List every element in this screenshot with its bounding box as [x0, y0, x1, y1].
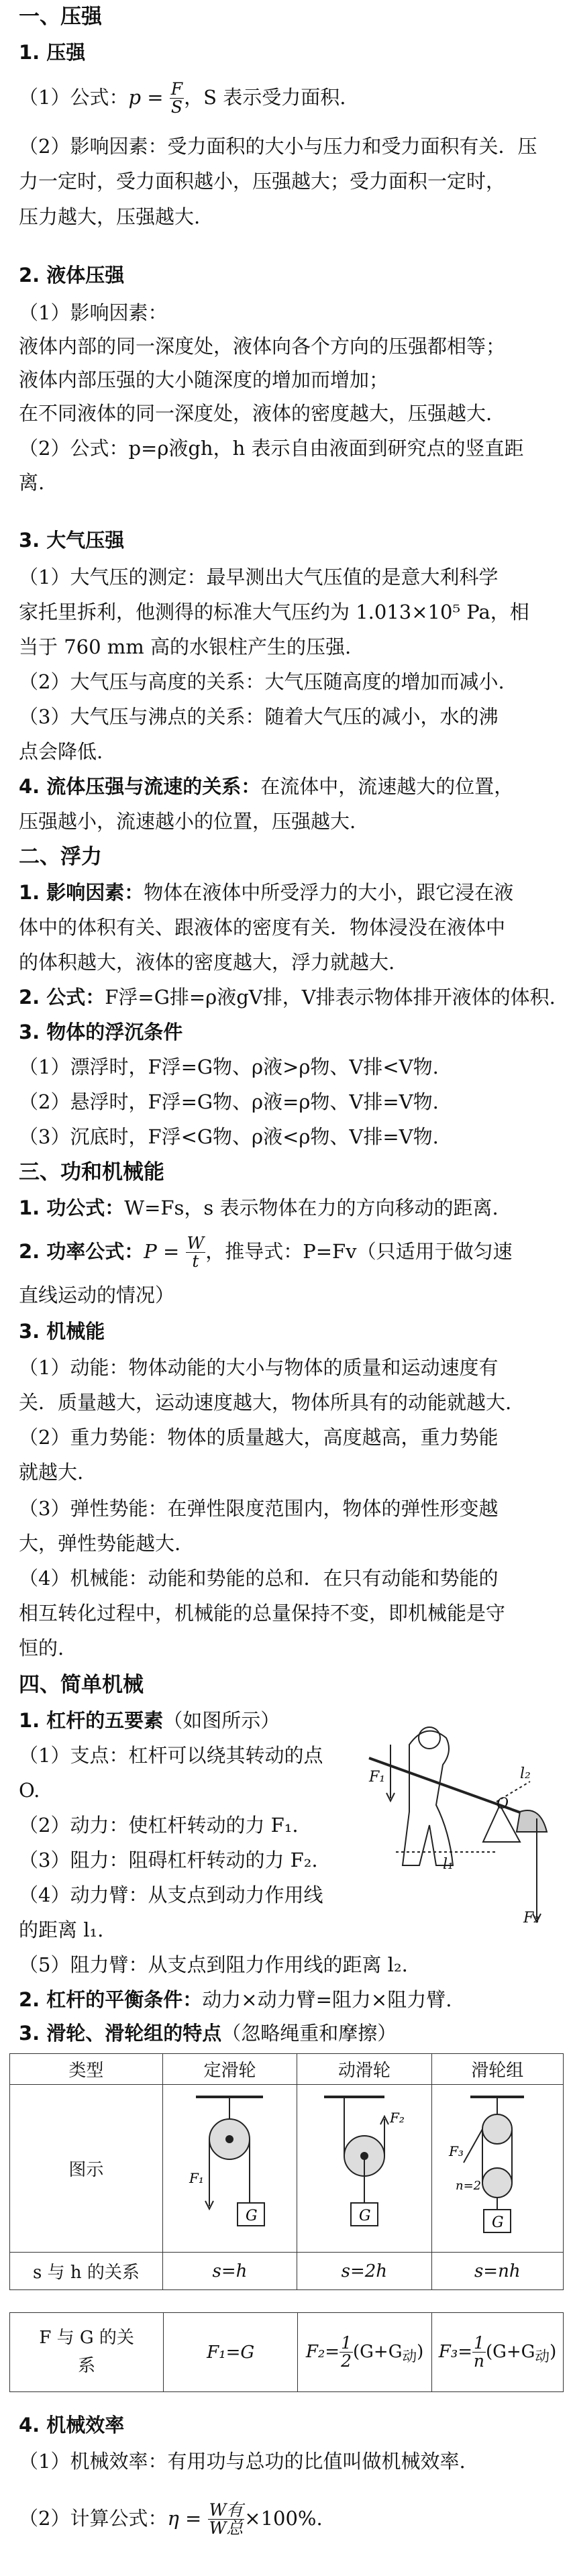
efficiency-formula-line — [19, 2502, 323, 2538]
text-line: 在不同液体的同一深度处，液体的密度越大，压强越大. — [19, 402, 492, 425]
var-eta: η = — [167, 2506, 202, 2530]
table-row — [10, 2085, 564, 2253]
text-line: （1）漂浮时，F浮=G物、ρ液>ρ物、V排<V物. — [19, 1055, 439, 1078]
header-fixed: 定滑轮 — [162, 2054, 297, 2085]
label-G: G — [492, 2214, 504, 2231]
rope — [464, 2129, 482, 2163]
label-G: G — [246, 2208, 258, 2224]
heading-mech-energy: 3. 机械能 — [19, 1320, 105, 1343]
text-line: 体中的体积有关、跟液体的密度有关．物体浸没在液体中 — [19, 916, 506, 939]
text-line: （3）沉底时，F浮<G物、ρ液<ρ物、V排=V物. — [19, 1125, 439, 1148]
text-line: （2）影响因素：受力面积的大小与压力和受力面积有关．压 — [19, 135, 537, 158]
power-formula-line — [19, 1235, 513, 1271]
section-title-buoyancy: 二、浮力 — [19, 845, 102, 869]
heading: 1. 杠杆的五要素 — [19, 1709, 164, 1732]
numerator: W — [187, 1233, 205, 1253]
text-line: （2）悬浮时，F浮=G物、ρ液=ρ物、V排=V物. — [19, 1090, 439, 1113]
text-line: 点会降低. — [19, 740, 103, 763]
text-line: 就越大. — [19, 1461, 84, 1484]
lever-illustration — [356, 1718, 557, 1933]
text-line: （1）动能：物体动能的大小与物体的质量和运动速度有 — [19, 1356, 499, 1379]
text-line: 关．质量越大，运动速度越大，物体所具有的动能就越大. — [19, 1391, 512, 1414]
section-title-machines: 四、简单机械 — [19, 1673, 144, 1697]
numerator: F — [170, 79, 183, 99]
text-line: 直线运动的情况） — [19, 1284, 175, 1306]
heading: 1. 影响因素： — [19, 881, 144, 904]
text-line: 液体内部的同一深度处，液体向各个方向的压强都相等； — [19, 335, 506, 358]
heading-float-sink: 3. 物体的浮沉条件 — [19, 1021, 183, 1043]
text-line: 大，弹性势能越大. — [19, 1532, 181, 1555]
numerator: 1 — [474, 2332, 484, 2353]
text: 在流体中，流速越大的位置， — [260, 775, 514, 798]
label-G: G — [358, 2208, 371, 2224]
section-title-work: 三、功和机械能 — [19, 1160, 164, 1184]
text: ，S 表示受力面积. — [184, 85, 346, 109]
table-row — [10, 2054, 564, 2085]
pulley-wheel-bottom — [482, 2168, 512, 2198]
var-p: p = — [128, 85, 164, 109]
text-line: 压强越小，流速越小的位置，压强越大. — [19, 810, 356, 833]
text: （1）公式： — [19, 85, 129, 109]
text-line — [19, 988, 556, 1007]
heading-liquid-pressure: 2. 液体压强 — [19, 264, 125, 287]
text-line: 压力越大，压强越大. — [19, 205, 201, 228]
text-line: 相互转化过程中，机械能的总量保持不变，即机械能是守 — [19, 1602, 506, 1625]
header-type: 类型 — [10, 2054, 163, 2085]
text: 物体在液体中所受浮力的大小，跟它浸在液 — [144, 881, 514, 904]
denominator: n — [473, 2351, 485, 2371]
text-line: 力一定时，受力面积越小，压强越大；受力面积一定时， — [19, 170, 506, 193]
denominator: 2 — [341, 2351, 352, 2371]
text-line: （3）大气压与沸点的关系：随着大气压的减小，水的沸 — [19, 705, 499, 728]
text-line: （2）公式：p=ρ液gh，h 表示自由液面到研究点的竖直距 — [19, 437, 524, 460]
denominator: S — [170, 97, 183, 117]
cell: s=2h — [297, 2253, 431, 2290]
fluid-line — [19, 777, 513, 796]
text-line: （2）大气压与高度的关系：大气压随高度的增加而减小. — [19, 670, 505, 693]
text: F₂= — [305, 2341, 340, 2362]
denominator: W总 — [209, 2518, 244, 2538]
pressure-formula-line — [19, 81, 346, 117]
text-line — [19, 1990, 452, 2010]
cell: s=nh — [431, 2253, 563, 2290]
row-label-fig: 图示 — [10, 2085, 163, 2253]
rock — [517, 1810, 547, 1832]
fraction-F-S — [170, 81, 184, 117]
text-line: 离. — [19, 471, 45, 494]
text-line: （1）支点：杠杆可以绕其转动的点 — [19, 1744, 323, 1767]
text-line: （3）阻力：阻碍杠杆转动的力 F₂. — [19, 1849, 318, 1871]
text-line: （1）大气压的测定：最早测出大气压值的是意大利科学 — [19, 566, 499, 588]
text: W=Fs，s 表示物体在力的方向移动的距离. — [124, 1196, 499, 1219]
label-F1: F₁ — [189, 2170, 205, 2186]
text: F₃= — [438, 2341, 473, 2362]
heading: 2. 杠杆的平衡条件： — [19, 1988, 203, 2011]
pulley-wheel-top — [482, 2114, 512, 2144]
table-row — [10, 2313, 564, 2392]
subscript: 动 — [535, 2348, 550, 2365]
text-line: 液体内部压强的大小随深度的增加而增加； — [19, 368, 389, 391]
text: （如图所示） — [163, 1709, 280, 1732]
fixed-pulley-cell — [162, 2085, 297, 2253]
label-n2: n=2 — [456, 2179, 482, 2193]
var-P: P = — [144, 1239, 180, 1263]
text: F 与 G 的关 — [39, 2327, 134, 2348]
label-l2: l₂ — [520, 1765, 531, 1782]
worker-figure — [403, 1731, 453, 1865]
text-line: 恒的. — [19, 1637, 64, 1659]
text-line: 的距离 l₁. — [19, 1918, 104, 1941]
text-line: 家托里拆利，他测得的标准大气压约为 1.013×10⁵ Pa，相 — [19, 601, 529, 623]
denominator: t — [192, 1251, 199, 1272]
header-movable: 动滑轮 — [297, 2054, 431, 2085]
heading-fluid: 4. 流体压强与流速的关系： — [19, 775, 261, 798]
pulley-block-diagram — [444, 2089, 551, 2243]
label-F3: F₃ — [449, 2143, 464, 2159]
text-line: （2）动力：使杠杆转动的力 F₁. — [19, 1814, 299, 1837]
movable-pulley-cell — [297, 2085, 431, 2253]
text-line: （1）影响因素： — [19, 301, 168, 324]
label-O: O — [497, 1796, 509, 1812]
heading-pressure: 1. 压强 — [19, 41, 86, 64]
section-title-pressure: 一、压强 — [19, 5, 102, 29]
text: (G+G — [353, 2341, 403, 2362]
text-line: 当于 760 mm 高的水银柱产生的压强. — [19, 635, 352, 658]
block-pulley-cell — [431, 2085, 563, 2253]
heading: 2. 公式： — [19, 986, 105, 1009]
text-line: （3）弹性势能：在弹性限度范围内，物体的弹性形变越 — [19, 1497, 499, 1520]
text-line — [19, 1198, 499, 1218]
text-line — [19, 883, 513, 903]
text: 动力×动力臂=阻力×阻力臂. — [202, 1988, 452, 2011]
cell: F₃= $\frac{1}{n}$ $(G+G_动)$ — [432, 2313, 564, 2392]
pulley-force-table — [9, 2312, 564, 2392]
text: (G+G — [485, 2341, 535, 2362]
label-l1: l₁ — [443, 1856, 454, 1873]
label-F2: F₂ — [523, 1910, 540, 1926]
fixed-pulley-diagram — [176, 2089, 283, 2243]
text-line: （5）阻力臂：从支点到阻力作用线的距离 l₂. — [19, 1953, 408, 1976]
text-line: （4）动力臂：从支点到动力作用线 — [19, 1884, 323, 1906]
movable-pulley-diagram — [311, 2089, 418, 2243]
text-line: （2）重力势能：物体的质量越大，高度越高，重力势能 — [19, 1426, 499, 1449]
text: ×100%. — [244, 2506, 323, 2530]
text: F浮=G排=ρ液gV排，V排表示物体排开液体的体积. — [105, 986, 556, 1009]
text: 系 — [78, 2355, 96, 2376]
pulley-table — [9, 2053, 564, 2290]
label-F1: F₁ — [369, 1769, 386, 1786]
numerator: W有 — [209, 2500, 244, 2520]
text-line: （4）机械能：动能和势能的总和．在只有动能和势能的 — [19, 1567, 499, 1590]
text: （忽略绳重和摩擦） — [221, 2022, 397, 2045]
fraction — [472, 2334, 486, 2371]
heading-atmospheric: 3. 大气压强 — [19, 529, 125, 552]
label-F2: F₂ — [389, 2110, 405, 2126]
text-line — [19, 1711, 280, 1731]
text: ，推导式：P=Fv（只适用于做匀速 — [205, 1239, 513, 1263]
row-label-s-h: s 与 h 的关系 — [10, 2253, 163, 2290]
header-block: 滑轮组 — [431, 2054, 563, 2085]
heading: 1. 功公式： — [19, 1196, 125, 1219]
fraction-W — [208, 2502, 245, 2538]
text-line: O. — [19, 1779, 40, 1802]
text-line — [19, 2024, 397, 2043]
table-row — [10, 2253, 564, 2290]
numerator: 1 — [341, 2332, 352, 2353]
subscript: 动 — [402, 2348, 417, 2365]
text-line: 的体积越大，液体的密度越大，浮力就越大. — [19, 951, 395, 974]
fraction — [340, 2334, 353, 2371]
heading: 3. 滑轮、滑轮组的特点 — [19, 2022, 222, 2045]
lever-bar — [369, 1758, 537, 1818]
text: （2）计算公式： — [19, 2506, 168, 2530]
cell: F₁=G — [164, 2313, 298, 2392]
cell: F₂= $\frac{1}{2}$ $(G+G_动)$ — [298, 2313, 432, 2392]
row-label-F-G — [10, 2313, 164, 2392]
fraction-W-t — [186, 1235, 206, 1271]
cell: s=h — [162, 2253, 297, 2290]
heading: 2. 功率公式： — [19, 1239, 144, 1263]
heading-efficiency: 4. 机械效率 — [19, 2414, 125, 2436]
text-line: （1）机械效率：有用功与总功的比值叫做机械效率. — [19, 2450, 466, 2473]
